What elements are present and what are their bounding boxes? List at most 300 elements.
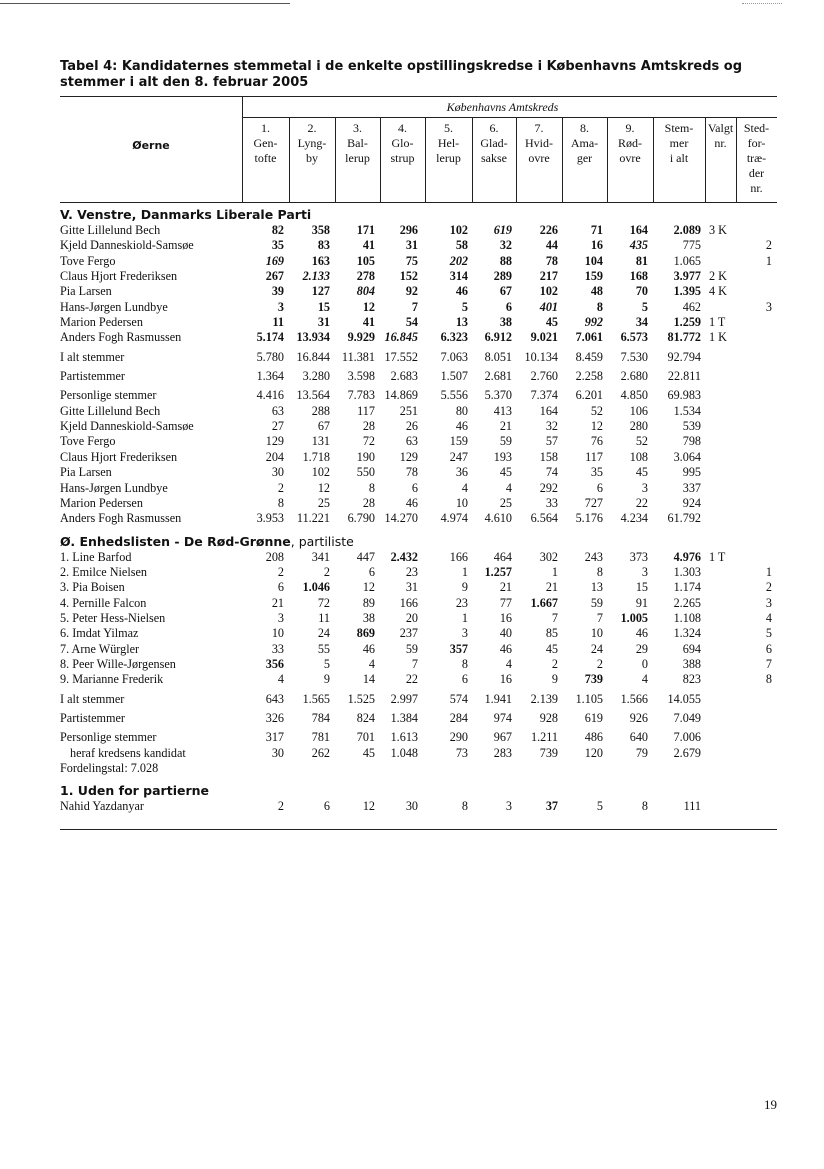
bottom-rule	[60, 829, 777, 830]
table-cell: 6.912	[484, 330, 512, 345]
table-cell: 775	[682, 238, 701, 253]
table-cell: 67	[499, 284, 512, 299]
table-cell: 6.573	[620, 330, 648, 345]
table-cell: 289	[493, 269, 512, 284]
table-cell: 3.977	[673, 269, 701, 284]
table-cell: 1 T	[709, 549, 726, 564]
table-cell: 76	[590, 434, 603, 449]
column-header-line: Bal-	[347, 136, 368, 150]
table-cell: 5	[765, 626, 772, 641]
table-cell: 22	[405, 672, 418, 687]
table-cell: 401	[539, 299, 558, 314]
table-row	[60, 404, 777, 419]
table-cell: 1 K	[709, 330, 727, 345]
table-cell: 539	[682, 419, 701, 434]
row-label: Kjeld Danneskiold-Samsøe	[60, 238, 194, 253]
table-cell: 44	[545, 238, 558, 253]
table-cell: 7	[411, 656, 418, 671]
column-header-line: Lyng-	[297, 136, 327, 150]
table-cell: 1.534	[673, 403, 701, 418]
table-row	[60, 315, 777, 330]
table-cell: 168	[629, 269, 648, 284]
table-cell: 204	[265, 449, 284, 464]
table-cell: 1.364	[256, 369, 284, 384]
table-cell: 13	[455, 315, 468, 330]
table-cell: 23	[405, 564, 418, 579]
table-cell: 10.134	[524, 349, 558, 364]
table-row	[60, 511, 777, 526]
column-header	[335, 121, 380, 166]
table-cell: 46	[405, 495, 418, 510]
table-cell: 10	[271, 626, 284, 641]
row-label: Partistemmer	[60, 710, 125, 725]
column-header-line: Rød-	[618, 136, 642, 150]
column-header-line: 2.	[307, 121, 317, 135]
table-cell: 4	[505, 656, 512, 671]
table-cell: 23	[455, 595, 468, 610]
table-cell: 4.610	[484, 511, 512, 526]
table-cell: 9	[323, 672, 330, 687]
row-label: 4. Pernille Falcon	[60, 595, 147, 610]
table-row	[60, 419, 777, 434]
column-header-line: Gen-	[253, 136, 278, 150]
row-label: 9. Marianne Frederik	[60, 672, 164, 687]
table-row	[60, 496, 777, 511]
table-cell: 6	[765, 641, 772, 656]
table-cell: 10	[590, 626, 603, 641]
column-header	[380, 121, 425, 166]
table-cell: 29	[635, 641, 648, 656]
table-cell: 824	[356, 710, 375, 725]
table-cell: 619	[584, 710, 603, 725]
table-cell: 164	[539, 403, 558, 418]
table-cell: 7.530	[620, 349, 648, 364]
table-cell: 356	[265, 656, 284, 671]
table-cell: 38	[362, 610, 375, 625]
table-row	[60, 350, 777, 365]
table-cell: 89	[362, 595, 375, 610]
table-cell: 14.055	[667, 691, 701, 706]
table-cell: 2.680	[620, 369, 648, 384]
table-cell: 202	[449, 253, 468, 268]
table-cell: 92	[405, 284, 418, 299]
table-cell: 574	[449, 691, 468, 706]
table-cell: 435	[629, 238, 648, 253]
table-cell: 1.941	[484, 691, 512, 706]
table-cell: 2	[277, 799, 284, 814]
table-cell: 63	[405, 434, 418, 449]
table-cell: 967	[493, 730, 512, 745]
table-cell: 21	[499, 580, 512, 595]
table-cell: 869	[356, 626, 375, 641]
table-cell: 1.565	[302, 691, 330, 706]
row-label: Pia Larsen	[60, 465, 112, 480]
table-cell: 75	[405, 253, 418, 268]
table-cell: 1.174	[673, 580, 701, 595]
table-cell: 46	[362, 641, 375, 656]
table-cell: 31	[405, 238, 418, 253]
table-cell: 21	[499, 419, 512, 434]
table-cell: 296	[399, 223, 418, 237]
table-cell: 45	[362, 745, 375, 760]
row-label: 6. Imdat Yilmaz	[60, 626, 139, 641]
column-header-line: sakse	[481, 151, 507, 165]
table-cell: 781	[311, 730, 330, 745]
table-cell: 3.064	[673, 449, 701, 464]
table-row	[60, 238, 777, 253]
table-cell: 16.845	[384, 330, 418, 345]
table-cell: 447	[356, 549, 375, 564]
table-cell: 120	[584, 745, 603, 760]
table-row	[60, 254, 777, 269]
table-cell: 6	[323, 799, 330, 814]
table-cell: 2	[765, 238, 772, 253]
table-cell: 1.257	[484, 564, 512, 579]
table-cell: 7	[765, 656, 772, 671]
table-cell: 25	[499, 495, 512, 510]
table-cell: 17.552	[384, 349, 418, 364]
table-cell: 243	[584, 549, 603, 564]
table-cell: 804	[356, 284, 375, 299]
table-cell: 80	[455, 403, 468, 418]
table-cell: 6	[505, 299, 512, 314]
table-cell: 6	[461, 672, 468, 687]
table-cell: 643	[265, 691, 284, 706]
table-cell: 1.303	[673, 564, 701, 579]
column-header	[562, 121, 607, 166]
table-cell: 2	[277, 480, 284, 495]
row-label: Kjeld Danneskiold-Samsøe	[60, 419, 194, 434]
table-cell: 69.983	[667, 388, 701, 403]
row-label: I alt stemmer	[60, 349, 125, 364]
table-cell: 159	[584, 269, 603, 284]
table-cell: 7.006	[673, 730, 701, 745]
table-cell: 88	[499, 253, 512, 268]
table-cell: 8	[596, 564, 603, 579]
table-cell: 30	[271, 745, 284, 760]
table-cell: 1.384	[390, 710, 418, 725]
table-row	[60, 746, 777, 761]
table-cell: 73	[455, 745, 468, 760]
table-cell: 2.089	[673, 223, 701, 237]
table-cell: 317	[265, 730, 284, 745]
table-cell: 35	[590, 465, 603, 480]
column-header-line: Glo-	[391, 136, 414, 150]
table-cell: 5.174	[256, 330, 284, 345]
row-label: Anders Fogh Rasmussen	[60, 330, 182, 345]
section-name: Ø. Enhedslisten - De Rød-Grønne	[60, 533, 291, 549]
table-cell: 52	[635, 434, 648, 449]
row-label: Nahid Yazdanyar	[60, 799, 144, 814]
table-cell: 25	[317, 495, 330, 510]
table-cell: 278	[356, 269, 375, 284]
table-cell: 1	[765, 253, 772, 268]
table-cell: 701	[356, 730, 375, 745]
table-cell: 1.211	[531, 730, 558, 745]
table-cell: 4	[505, 480, 512, 495]
table-cell: 3	[277, 299, 284, 314]
table-cell: 6.790	[347, 511, 375, 526]
column-header-line: 8.	[580, 121, 589, 135]
table-cell: 314	[449, 269, 468, 284]
column-header	[242, 121, 289, 166]
table-body	[60, 205, 777, 815]
row-label: 7. Arne Würgler	[60, 641, 140, 656]
table-cell: 4	[765, 610, 772, 625]
table-cell: 6.201	[575, 388, 603, 403]
column-header	[705, 121, 736, 151]
table-cell: 40	[499, 626, 512, 641]
table-cell: 36	[455, 465, 468, 480]
table-cell: 13.934	[296, 330, 330, 345]
table-cell: 7.049	[673, 710, 701, 725]
column-header-line: 1.	[261, 121, 270, 135]
table-cell: 22	[635, 495, 648, 510]
table-cell: 5	[461, 299, 468, 314]
table-row	[60, 550, 777, 565]
table-cell: 1.108	[673, 610, 701, 625]
column-header-line: mer	[669, 136, 689, 150]
table-cell: 59	[499, 434, 512, 449]
table-cell: 1	[461, 564, 468, 579]
table-cell: 72	[362, 434, 375, 449]
table-cell: 129	[265, 434, 284, 449]
table-cell: 117	[585, 449, 603, 464]
row-label: Pia Larsen	[60, 284, 112, 299]
table-cell: 193	[493, 449, 512, 464]
table-cell: 237	[399, 626, 418, 641]
table-row	[60, 565, 777, 580]
table-cell: 85	[545, 626, 558, 641]
table-cell: 32	[499, 238, 512, 253]
table-cell: 341	[311, 549, 330, 564]
table-cell: 283	[493, 745, 512, 760]
table-cell: 46	[499, 641, 512, 656]
table-row	[60, 269, 777, 284]
table-cell: 9	[461, 580, 468, 595]
row-label: Fordelingstal: 7.028	[60, 761, 159, 775]
table-cell: 14.869	[384, 388, 418, 403]
column-header-line: lerup	[345, 151, 370, 165]
table-cell: 41	[362, 315, 375, 330]
table-cell: 57	[545, 434, 558, 449]
table-cell: 1.718	[302, 449, 330, 464]
table-cell: 4.234	[620, 511, 648, 526]
table-cell: 926	[629, 710, 648, 725]
table-cell: 262	[311, 745, 330, 760]
table-cell: 1.613	[390, 730, 418, 745]
row-label: 3. Pia Boisen	[60, 580, 125, 595]
table-cell: 3	[765, 299, 772, 314]
column-header-line: Sted-	[743, 121, 770, 135]
table-cell: 413	[493, 403, 512, 418]
table-cell: 1 T	[709, 315, 726, 330]
table-cell: 31	[317, 315, 330, 330]
table-cell: 163	[311, 253, 330, 268]
table-cell: 33	[271, 641, 284, 656]
table-cell: 45	[545, 315, 558, 330]
table-cell: 190	[356, 449, 375, 464]
table-cell: 82	[271, 223, 284, 237]
table-cell: 2.683	[390, 369, 418, 384]
table-cell: 3	[641, 564, 648, 579]
table-cell: 4	[277, 672, 284, 687]
table-cell: 169	[265, 253, 284, 268]
table-cell: 3	[641, 480, 648, 495]
column-header-line: 5.	[444, 121, 453, 135]
section-heading	[60, 533, 777, 550]
column-header-line: 3.	[353, 121, 362, 135]
row-label: Marion Pedersen	[60, 495, 143, 510]
table-cell: 7.061	[575, 330, 603, 345]
table-cell: 4	[461, 480, 468, 495]
table-cell: 5	[641, 299, 648, 314]
table-cell: 166	[399, 595, 418, 610]
table-cell: 46	[635, 626, 648, 641]
table-cell: 6.323	[440, 330, 468, 345]
table-cell: 54	[405, 315, 418, 330]
table-cell: 14.270	[384, 511, 418, 526]
table-cell: 995	[682, 465, 701, 480]
table-cell: 486	[584, 730, 603, 745]
table-cell: 27	[271, 419, 284, 434]
table-cell: 2.679	[673, 745, 701, 760]
table-cell: 2.258	[575, 369, 603, 384]
top-rule-dotted	[742, 3, 782, 4]
table-cell: 2.432	[390, 549, 418, 564]
table-cell: 1.324	[673, 626, 701, 641]
column-header-line: ovre	[619, 151, 641, 165]
table-cell: 21	[271, 595, 284, 610]
table-cell: 77	[499, 595, 512, 610]
group-header: Københavns Amtskreds	[446, 100, 559, 114]
table-cell: 464	[493, 549, 512, 564]
table-cell: 462	[682, 299, 701, 314]
column-header-line: Glad-	[480, 136, 508, 150]
row-label: 8. Peer Wille-Jørgensen	[60, 656, 176, 671]
table-cell: 1	[461, 610, 468, 625]
table-cell: 131	[311, 434, 330, 449]
table-cell: 974	[493, 710, 512, 725]
table-cell: 8	[368, 480, 375, 495]
section-heading	[60, 206, 777, 223]
table-cell: 74	[545, 465, 558, 480]
table-cell: 28	[362, 419, 375, 434]
table-cell: 166	[449, 549, 468, 564]
table-cell: 247	[449, 449, 468, 464]
table-cell: 2	[765, 580, 772, 595]
table-cell: 39	[271, 284, 284, 299]
table-cell: 217	[539, 269, 558, 284]
table-cell: 92.794	[667, 349, 701, 364]
table-cell: 15	[635, 580, 648, 595]
table-cell: 8	[641, 799, 648, 814]
table-row	[60, 611, 777, 626]
table-row	[60, 799, 777, 814]
column-header-line: i alt	[669, 151, 689, 165]
table-cell: 4.976	[673, 549, 701, 564]
table-cell: 16.844	[296, 349, 330, 364]
table-cell: 63	[271, 403, 284, 418]
table-row	[60, 642, 777, 657]
table-cell: 14	[362, 672, 375, 687]
table-cell: 2	[323, 564, 330, 579]
table-cell: 8	[461, 799, 468, 814]
row-label: Gitte Lillelund Bech	[60, 403, 161, 418]
table-cell: 3	[461, 626, 468, 641]
column-header-line: træ-	[746, 151, 767, 165]
table-cell: 45	[545, 641, 558, 656]
table-cell: 3.598	[347, 369, 375, 384]
table-cell: 164	[629, 223, 648, 237]
table-cell: 67	[317, 419, 330, 434]
row-label: Tove Fergo	[60, 434, 116, 449]
table-cell: 11	[272, 315, 284, 330]
table-cell: 8	[461, 656, 468, 671]
table-cell: 1.507	[440, 369, 468, 384]
column-header	[516, 121, 562, 166]
table-cell: 8.051	[484, 349, 512, 364]
table-row	[60, 450, 777, 465]
column-header	[653, 121, 705, 166]
table-row	[60, 692, 777, 707]
table-cell: 12	[362, 580, 375, 595]
table-cell: 10	[455, 495, 468, 510]
column-header-line: lerup	[436, 151, 461, 165]
table-cell: 79	[635, 745, 648, 760]
table-cell: 8.459	[575, 349, 603, 364]
table-cell: 102	[311, 465, 330, 480]
page-number: 19	[764, 1097, 777, 1112]
column-header-line: nr.	[714, 136, 727, 150]
table-cell: 823	[682, 672, 701, 687]
table-cell: 12	[362, 299, 375, 314]
table-cell: 11	[318, 610, 330, 625]
table-row	[60, 465, 777, 480]
table-cell: 2.133	[302, 269, 330, 284]
table-cell: 45	[499, 465, 512, 480]
row-label: Hans-Jørgen Lundbye	[60, 480, 168, 495]
table-cell: 61.792	[667, 511, 701, 526]
column-header	[607, 121, 653, 166]
table-cell: 5.780	[256, 349, 284, 364]
table-row	[60, 761, 777, 776]
row-label: Tove Fergo	[60, 253, 116, 268]
row-label: Claus Hjort Frederiksen	[60, 449, 178, 464]
table-cell: 52	[590, 403, 603, 418]
table-row	[60, 657, 777, 672]
column-header-line: strup	[390, 151, 415, 165]
column-header	[472, 121, 516, 166]
table-cell: 3.280	[302, 369, 330, 384]
table-cell: 59	[590, 595, 603, 610]
table-row	[60, 300, 777, 315]
column-header-line: by	[306, 151, 318, 165]
table-row	[60, 481, 777, 496]
column-header-line: der	[748, 166, 765, 180]
table-cell: 5.370	[484, 388, 512, 403]
table-cell: 1	[551, 564, 558, 579]
row-label: heraf kredsens kandidat	[70, 745, 186, 760]
table-cell: 5	[323, 656, 330, 671]
table-cell: 2.760	[530, 369, 558, 384]
table-cell: 72	[317, 595, 330, 610]
table-cell: 302	[539, 549, 558, 564]
table-cell: 78	[405, 465, 418, 480]
table-cell: 1.259	[673, 315, 701, 330]
table-cell: 4.974	[440, 511, 468, 526]
table-cell: 357	[449, 641, 468, 656]
